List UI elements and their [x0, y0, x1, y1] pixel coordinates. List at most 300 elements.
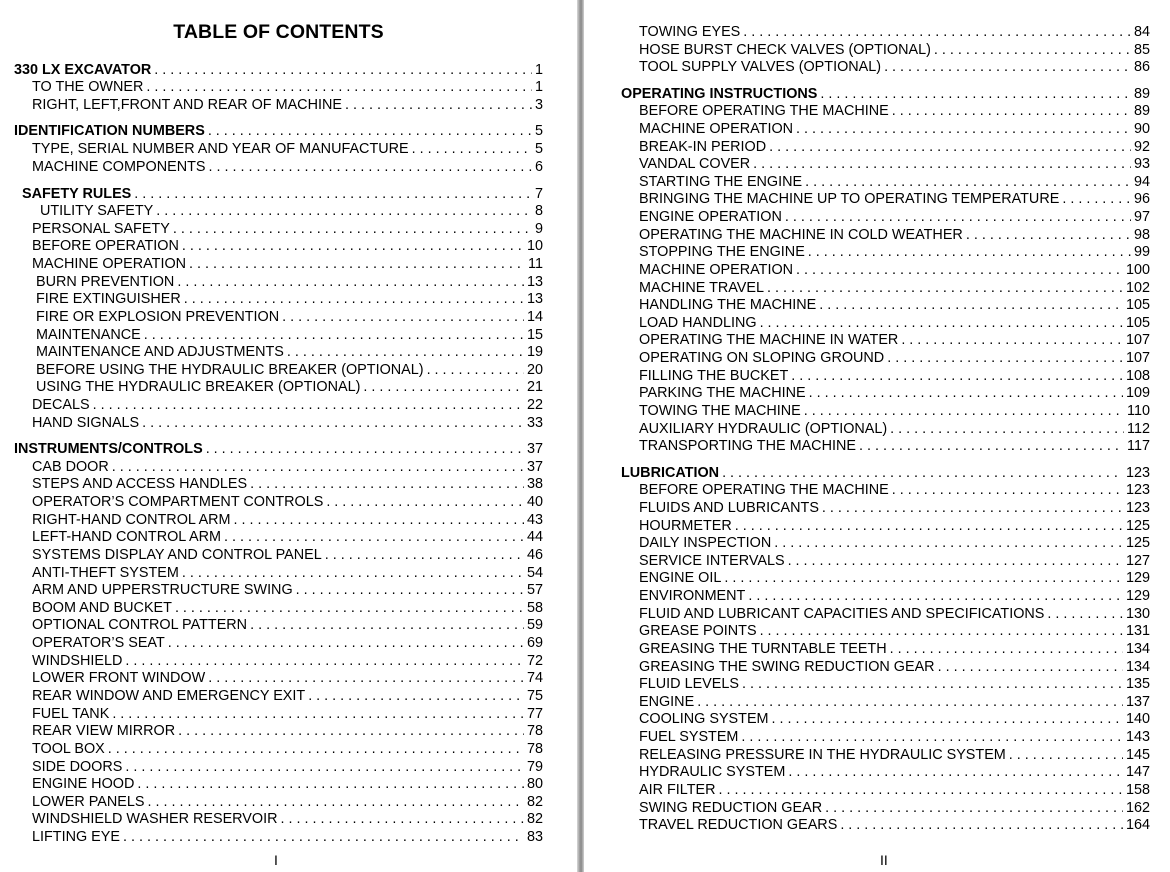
- dot-leader: [363, 379, 524, 396]
- toc-entry-label: FUEL SYSTEM: [639, 729, 739, 745]
- toc-entry-type-serial-number-and-year-of-manufacture[interactable]: [32, 141, 543, 158]
- toc-entry-label: ARM AND UPPERSTRUCTURE SWING: [32, 582, 293, 598]
- toc-entry-label: RIGHT, LEFT,FRONT AND REAR OF MACHINE: [32, 97, 342, 113]
- page-folio-right: II: [880, 852, 888, 868]
- toc-entry-greasing-the-swing-reduction-gear[interactable]: [639, 659, 1150, 676]
- dot-leader: [189, 256, 525, 273]
- toc-page-number: 84: [1133, 24, 1150, 40]
- toc-section-330-lx-excavator[interactable]: [14, 62, 543, 79]
- toc-entry-label: INSTRUMENTS/CONTROLS: [14, 441, 203, 457]
- dot-leader: [890, 641, 1123, 658]
- toc-entry-right-left-front-and-rear-of-machine[interactable]: [32, 97, 543, 114]
- toc-entry-swing-reduction-gear[interactable]: [639, 800, 1150, 817]
- dot-leader: [427, 362, 524, 379]
- dot-leader: [123, 829, 524, 846]
- toc-page-number: 147: [1125, 764, 1150, 780]
- toc-entry-lower-panels[interactable]: [32, 794, 543, 811]
- toc-entry-parking-the-machine[interactable]: [639, 385, 1150, 402]
- toc-page-number: 145: [1125, 747, 1150, 763]
- toc-page-number: 11: [528, 256, 543, 272]
- toc-entry-hourmeter[interactable]: [639, 518, 1150, 535]
- toc-entry-towing-the-machine[interactable]: [639, 403, 1150, 420]
- toc-page-number: 93: [1133, 156, 1150, 172]
- left-page: [0, 0, 577, 872]
- dot-leader: [890, 421, 1124, 438]
- toc-page-number: 59: [526, 617, 543, 633]
- toc-page-number: 85: [1133, 42, 1150, 58]
- toc-entry-engine-oil[interactable]: [639, 570, 1150, 587]
- dot-leader: [146, 79, 532, 96]
- toc-page-number: 82: [526, 811, 543, 827]
- toc-entry-label: DAILY INSPECTION: [639, 535, 772, 551]
- dot-leader: [822, 500, 1123, 517]
- toc-entry-label: OPTIONAL CONTROL PATTERN: [32, 617, 248, 633]
- toc-page-number: 137: [1125, 694, 1150, 710]
- toc-entry-systems-display-and-control-panel[interactable]: [32, 547, 543, 564]
- dot-leader: [134, 186, 532, 203]
- toc-entry-steps-and-access-handles[interactable]: [32, 476, 543, 493]
- dot-leader: [234, 512, 524, 529]
- toc-entry-filling-the-bucket[interactable]: [639, 368, 1150, 385]
- toc-entry-label: STEPS AND ACCESS HANDLES: [32, 476, 248, 492]
- toc-entry-label: GREASE POINTS: [639, 623, 757, 639]
- toc-page-number: 22: [526, 397, 543, 413]
- toc-entry-hose-burst-check-valves-optional[interactable]: [639, 42, 1150, 59]
- dot-leader: [125, 653, 524, 670]
- toc-entry-label: HOSE BURST CHECK VALVES (OPTIONAL): [639, 42, 931, 58]
- toc-entry-fire-or-explosion-prevention[interactable]: [36, 309, 543, 326]
- dot-leader: [112, 459, 524, 476]
- toc-entry-label: MACHINE OPERATION: [639, 121, 794, 137]
- toc-entry-label: MACHINE OPERATION: [32, 256, 187, 272]
- toc-page-number: 117: [1127, 438, 1150, 454]
- toc-entry-windshield[interactable]: [32, 653, 543, 670]
- toc-entry-label: HYDRAULIC SYSTEM: [639, 764, 786, 780]
- toc-entry-right-hand-control-arm[interactable]: [32, 512, 543, 529]
- toc-entry-label: MACHINE COMPONENTS: [32, 159, 206, 175]
- toc-page-number: 78: [526, 741, 543, 757]
- toc-entry-label: SYSTEMS DISPLAY AND CONTROL PANEL: [32, 547, 322, 563]
- toc-entry-burn-prevention[interactable]: [36, 274, 543, 291]
- toc-entry-lower-front-window[interactable]: [32, 670, 543, 687]
- toc-entry-side-doors[interactable]: [32, 759, 543, 776]
- toc-section-operating-instructions[interactable]: [621, 86, 1150, 103]
- toc-entry-fluid-levels[interactable]: [639, 676, 1150, 693]
- toc-entry-label: PARKING THE MACHINE: [639, 385, 806, 401]
- toc-page-number: 89: [1133, 86, 1150, 102]
- toc-page-number: 3: [534, 97, 543, 113]
- toc-entry-load-handling[interactable]: [639, 315, 1150, 332]
- toc-page-number: 57: [526, 582, 543, 598]
- toc-page-number: 13: [526, 274, 543, 290]
- toc-entry-label: ENGINE HOOD: [32, 776, 135, 792]
- dot-leader: [148, 794, 524, 811]
- toc-entry-label: TOWING EYES: [639, 24, 741, 40]
- toc-entry-fluid-and-lubricant-capacities-and-specifications[interactable]: [639, 606, 1150, 623]
- toc-page-number: 123: [1125, 465, 1150, 481]
- toc-page-number: 134: [1125, 659, 1150, 675]
- dot-leader: [412, 141, 532, 158]
- toc-section-lubrication[interactable]: [621, 465, 1150, 482]
- toc-page-number: 20: [526, 362, 543, 378]
- toc-entry-label: SWING REDUCTION GEAR: [639, 800, 823, 816]
- toc-page-number: 75: [526, 688, 543, 704]
- dot-leader: [182, 238, 524, 255]
- toc-entry-label: FLUID LEVELS: [639, 676, 739, 692]
- toc-entry-machine-operation[interactable]: [32, 256, 543, 273]
- dot-leader: [719, 782, 1123, 799]
- toc-entry-tool-box[interactable]: [32, 741, 543, 758]
- dot-leader: [1047, 606, 1123, 623]
- toc-entry-label: DECALS: [32, 397, 90, 413]
- dot-leader: [819, 297, 1123, 314]
- toc-page-number: 90: [1133, 121, 1150, 137]
- toc-entry-stopping-the-engine[interactable]: [639, 244, 1150, 261]
- dot-leader: [287, 344, 524, 361]
- toc-entry-label: ENVIRONMENT: [639, 588, 746, 604]
- dot-leader: [809, 385, 1123, 402]
- toc-page-number: 107: [1125, 350, 1150, 366]
- toc-entry-engine-hood[interactable]: [32, 776, 543, 793]
- toc-entry-label: TRANSPORTING THE MACHINE: [639, 438, 856, 454]
- toc-entry-hydraulic-system[interactable]: [639, 764, 1150, 781]
- toc-entry-label: STARTING THE ENGINE: [639, 174, 803, 190]
- toc-entry-label: HANDLING THE MACHINE: [639, 297, 817, 313]
- toc-entry-handling-the-machine[interactable]: [639, 297, 1150, 314]
- toc-entry-label: REAR VIEW MIRROR: [32, 723, 176, 739]
- toc-entry-transporting-the-machine[interactable]: [639, 438, 1150, 455]
- toc-entry-grease-points[interactable]: [639, 623, 1150, 640]
- toc-page-number: 130: [1125, 606, 1150, 622]
- toc-entry-fuel-tank[interactable]: [32, 706, 543, 723]
- dot-leader: [325, 547, 524, 564]
- toc-section-safety-rules[interactable]: [22, 186, 543, 203]
- toc-entry-label: REAR WINDOW AND EMERGENCY EXIT: [32, 688, 306, 704]
- toc-entry-travel-reduction-gears[interactable]: [639, 817, 1150, 834]
- toc-entry-label: MAINTENANCE AND ADJUSTMENTS: [36, 344, 284, 360]
- toc-entry-label: ENGINE OIL: [639, 570, 722, 586]
- toc-page-number: 127: [1125, 553, 1150, 569]
- dot-leader: [769, 139, 1131, 156]
- toc-entry-label: TO THE OWNER: [32, 79, 144, 95]
- dot-leader: [177, 274, 524, 291]
- toc-entry-before-operating-the-machine[interactable]: [639, 103, 1150, 120]
- toc-entry-boom-and-bucket[interactable]: [32, 600, 543, 617]
- dot-leader: [154, 62, 532, 79]
- toc-page-number: 6: [534, 159, 543, 175]
- dot-leader: [250, 476, 524, 493]
- toc-page-number: 37: [526, 459, 543, 475]
- toc-page-number: 9: [534, 221, 543, 237]
- toc-entry-hand-signals[interactable]: [32, 415, 543, 432]
- toc-entry-before-operation[interactable]: [32, 238, 543, 255]
- toc-entry-label: CAB DOOR: [32, 459, 109, 475]
- toc-entry-label: OPERATOR’S SEAT: [32, 635, 165, 651]
- dot-leader: [137, 776, 524, 793]
- dot-leader: [326, 494, 524, 511]
- toc-entry-lifting-eye[interactable]: [32, 829, 543, 846]
- toc-entry-fluids-and-lubricants[interactable]: [639, 500, 1150, 517]
- toc-page-number: 140: [1125, 711, 1150, 727]
- toc-entry-label: TRAVEL REDUCTION GEARS: [639, 817, 838, 833]
- toc-page-number: 38: [526, 476, 543, 492]
- toc-page-number: 1: [534, 62, 543, 78]
- dot-leader: [748, 588, 1123, 605]
- toc-page-number: 13: [526, 291, 543, 307]
- toc-entry-to-the-owner[interactable]: [32, 79, 543, 96]
- toc-entry-label: MACHINE TRAVEL: [639, 280, 765, 296]
- toc-entry-label: FUEL TANK: [32, 706, 110, 722]
- toc-entry-cooling-system[interactable]: [639, 711, 1150, 728]
- dot-leader: [142, 415, 524, 432]
- toc-page-number: 143: [1125, 729, 1150, 745]
- dot-leader: [208, 123, 532, 140]
- toc-section-identification-numbers[interactable]: [14, 123, 543, 140]
- toc-entry-label: BREAK-IN PERIOD: [639, 139, 767, 155]
- dot-leader: [168, 635, 524, 652]
- toc-page-number: 105: [1125, 315, 1150, 331]
- toc-entry-label: BEFORE OPERATING THE MACHINE: [639, 103, 889, 119]
- dot-leader: [697, 694, 1123, 711]
- toc-page-number: 15: [526, 327, 543, 343]
- toc-entry-maintenance[interactable]: [36, 327, 543, 344]
- toc-entry-label: FLUID AND LUBRICANT CAPACITIES AND SPECIFICATIONS: [639, 606, 1045, 622]
- toc-page-number: 5: [534, 141, 543, 157]
- toc-page-number: 100: [1125, 262, 1150, 278]
- toc-page-number: 134: [1125, 641, 1150, 657]
- dot-leader: [753, 156, 1131, 173]
- toc-entry-releasing-pressure-in-the-hydraulic-system[interactable]: [639, 747, 1150, 764]
- right-page: [584, 0, 1170, 872]
- toc-entry-optional-control-pattern[interactable]: [32, 617, 543, 634]
- toc-entry-towing-eyes[interactable]: [639, 24, 1150, 41]
- toc-page-number: 131: [1125, 623, 1150, 639]
- dot-leader: [282, 309, 524, 326]
- dot-leader: [796, 121, 1131, 138]
- toc-entry-engine-operation[interactable]: [639, 209, 1150, 226]
- toc-entry-decals[interactable]: [32, 397, 543, 414]
- toc-entry-label: OPERATOR’S COMPARTMENT CONTROLS: [32, 494, 324, 510]
- dot-leader: [1062, 191, 1131, 208]
- toc-page-number: 54: [526, 565, 543, 581]
- toc-page-number: 164: [1125, 817, 1150, 833]
- toc-page-number: 89: [1133, 103, 1150, 119]
- toc-page-number: 129: [1125, 570, 1150, 586]
- dot-leader: [796, 262, 1123, 279]
- toc-entry-before-using-the-hydraulic-breaker-optional[interactable]: [36, 362, 543, 379]
- toc-entry-vandal-cover[interactable]: [639, 156, 1150, 173]
- toc-entry-label: SERVICE INTERVALS: [639, 553, 785, 569]
- dot-leader: [774, 535, 1123, 552]
- toc-entry-utility-safety[interactable]: [40, 203, 543, 220]
- toc-entry-label: USING THE HYDRAULIC BREAKER (OPTIONAL): [36, 379, 361, 395]
- toc-entry-personal-safety[interactable]: [32, 221, 543, 238]
- toc-page-number: 78: [526, 723, 543, 739]
- dot-leader: [175, 600, 524, 617]
- toc-entry-starting-the-engine[interactable]: [639, 174, 1150, 191]
- page-folio-left: I: [274, 852, 278, 868]
- toc-entry-label: WINDSHIELD: [32, 653, 123, 669]
- dot-leader: [125, 759, 524, 776]
- toc-entry-label: BRINGING THE MACHINE UP TO OPERATING TEMPERATURE: [639, 191, 1060, 207]
- toc-page-number: 33: [526, 415, 543, 431]
- dot-leader: [767, 280, 1123, 297]
- toc-section-instruments-controls[interactable]: [14, 441, 543, 458]
- toc-entry-before-operating-the-machine[interactable]: [639, 482, 1150, 499]
- toc-entry-label: TYPE, SERIAL NUMBER AND YEAR OF MANUFACTURE: [32, 141, 409, 157]
- toc-entry-operating-the-machine-in-water[interactable]: [639, 332, 1150, 349]
- toc-entry-label: WINDSHIELD WASHER RESERVOIR: [32, 811, 278, 827]
- page-divider: [577, 0, 584, 872]
- dot-leader: [825, 800, 1123, 817]
- toc-page-number: 162: [1125, 800, 1150, 816]
- toc-entry-label: HOURMETER: [639, 518, 732, 534]
- toc-entry-operating-the-machine-in-cold-weather[interactable]: [639, 227, 1150, 244]
- dot-leader: [820, 86, 1131, 103]
- toc-page-number: 97: [1133, 209, 1150, 225]
- dot-leader: [785, 209, 1131, 226]
- dot-leader: [308, 688, 524, 705]
- toc-entry-bringing-the-machine-up-to-operating-temperature[interactable]: [639, 191, 1150, 208]
- toc-entry-engine[interactable]: [639, 694, 1150, 711]
- toc-page-number: 83: [526, 829, 543, 845]
- toc-entry-operating-on-sloping-ground[interactable]: [639, 350, 1150, 367]
- dot-leader: [722, 465, 1123, 482]
- toc-page-number: 107: [1125, 332, 1150, 348]
- toc-page-number: 98: [1133, 227, 1150, 243]
- toc-entry-label: RIGHT-HAND CONTROL ARM: [32, 512, 231, 528]
- toc-page-number: 5: [534, 123, 543, 139]
- toc-entry-break-in-period[interactable]: [639, 139, 1150, 156]
- toc-entry-rear-window-and-emergency-exit[interactable]: [32, 688, 543, 705]
- toc-entry-label: LOWER FRONT WINDOW: [32, 670, 206, 686]
- dot-leader: [938, 659, 1123, 676]
- toc-entry-label: ENGINE: [639, 694, 695, 710]
- toc-entry-arm-and-upperstructure-swing[interactable]: [32, 582, 543, 599]
- dot-leader: [93, 397, 524, 414]
- toc-entry-maintenance-and-adjustments[interactable]: [36, 344, 543, 361]
- page-title: TABLE OF CONTENTS: [173, 21, 384, 43]
- toc-page-number: 123: [1125, 500, 1150, 516]
- toc-entry-fire-extinguisher[interactable]: [36, 291, 543, 308]
- toc-entry-label: LOAD HANDLING: [639, 315, 757, 331]
- toc-entry-left-hand-control-arm[interactable]: [32, 529, 543, 546]
- toc-entry-service-intervals[interactable]: [639, 553, 1150, 570]
- toc-page-number: 46: [526, 547, 543, 563]
- toc-entry-using-the-hydraulic-breaker-optional[interactable]: [36, 379, 543, 396]
- toc-entry-label: OPERATING THE MACHINE IN COLD WEATHER: [639, 227, 963, 243]
- toc-entry-label: TOWING THE MACHINE: [639, 403, 801, 419]
- dot-leader: [206, 441, 524, 458]
- toc-entry-label: SIDE DOORS: [32, 759, 123, 775]
- dot-leader: [859, 438, 1124, 455]
- toc-entry-auxiliary-hydraulic-optional[interactable]: [639, 421, 1150, 438]
- dot-leader: [887, 350, 1123, 367]
- toc-entry-label: LUBRICATION: [621, 465, 720, 481]
- dot-leader: [208, 670, 524, 687]
- dot-leader: [345, 97, 532, 114]
- dot-leader: [791, 368, 1123, 385]
- toc-page-number: 80: [526, 776, 543, 792]
- dot-leader: [224, 529, 524, 546]
- toc-page-number: 8: [534, 203, 543, 219]
- dot-leader: [280, 811, 524, 828]
- toc-page-number: 105: [1125, 297, 1150, 313]
- toc-page-number: 158: [1125, 782, 1150, 798]
- toc-page-number: 43: [526, 512, 543, 528]
- toc-page-number: 7: [534, 186, 543, 202]
- dot-leader: [296, 582, 524, 599]
- toc-entry-label: LEFT-HAND CONTROL ARM: [32, 529, 221, 545]
- dot-leader: [250, 617, 524, 634]
- toc-entry-machine-travel[interactable]: [639, 280, 1150, 297]
- toc-entry-machine-components[interactable]: [32, 159, 543, 176]
- toc-entry-machine-operation[interactable]: [639, 262, 1150, 279]
- dot-leader: [741, 729, 1123, 746]
- toc-page-number: 129: [1125, 588, 1150, 604]
- toc-entry-anti-theft-system[interactable]: [32, 565, 543, 582]
- toc-entry-greasing-the-turntable-teeth[interactable]: [639, 641, 1150, 658]
- dot-leader: [892, 482, 1123, 499]
- toc-entry-operator-s-compartment-controls[interactable]: [32, 494, 543, 511]
- toc-entry-label: ANTI-THEFT SYSTEM: [32, 565, 179, 581]
- toc-entry-windshield-washer-reservoir[interactable]: [32, 811, 543, 828]
- dot-leader: [760, 623, 1123, 640]
- toc-entry-daily-inspection[interactable]: [639, 535, 1150, 552]
- dot-leader: [156, 203, 532, 220]
- toc-entry-label: UTILITY SAFETY: [40, 203, 154, 219]
- toc-entry-label: MACHINE OPERATION: [639, 262, 794, 278]
- dot-leader: [108, 741, 524, 758]
- toc-entry-cab-door[interactable]: [32, 459, 543, 476]
- toc-entry-label: BEFORE OPERATING THE MACHINE: [639, 482, 889, 498]
- toc-entry-label: STOPPING THE ENGINE: [639, 244, 805, 260]
- toc-entry-environment[interactable]: [639, 588, 1150, 605]
- toc-page-number: 135: [1125, 676, 1150, 692]
- toc-entry-label: TOOL BOX: [32, 741, 105, 757]
- toc-entry-air-filter[interactable]: [639, 782, 1150, 799]
- dot-leader: [724, 570, 1123, 587]
- dot-leader: [184, 291, 524, 308]
- toc-entry-label: OPERATING ON SLOPING GROUND: [639, 350, 885, 366]
- dot-leader: [892, 103, 1131, 120]
- dot-leader: [760, 315, 1123, 332]
- toc-entry-label: RELEASING PRESSURE IN THE HYDRAULIC SYSTEM: [639, 747, 1006, 763]
- toc-page-number: 110: [1127, 403, 1150, 419]
- toc-page-number: 109: [1125, 385, 1150, 401]
- toc-page-number: 37: [526, 441, 543, 457]
- toc-entry-fuel-system[interactable]: [639, 729, 1150, 746]
- toc-entry-machine-operation[interactable]: [639, 121, 1150, 138]
- dot-leader: [173, 221, 532, 238]
- dot-leader: [772, 711, 1123, 728]
- toc-page-number: 10: [526, 238, 543, 254]
- toc-entry-label: VANDAL COVER: [639, 156, 751, 172]
- dot-leader: [112, 706, 524, 723]
- toc-entry-tool-supply-valves-optional[interactable]: [639, 59, 1150, 76]
- toc-page-number: 14: [526, 309, 543, 325]
- toc-entry-label: FIRE OR EXPLOSION PREVENTION: [36, 309, 280, 325]
- toc-page-number: 72: [526, 653, 543, 669]
- toc-entry-label: PERSONAL SAFETY: [32, 221, 170, 237]
- toc-entry-operator-s-seat[interactable]: [32, 635, 543, 652]
- dot-leader: [934, 42, 1131, 59]
- toc-entry-label: LOWER PANELS: [32, 794, 145, 810]
- toc-page-number: 58: [526, 600, 543, 616]
- toc-entry-label: GREASING THE SWING REDUCTION GEAR: [639, 659, 935, 675]
- toc-page-number: 108: [1125, 368, 1150, 384]
- toc-entry-rear-view-mirror[interactable]: [32, 723, 543, 740]
